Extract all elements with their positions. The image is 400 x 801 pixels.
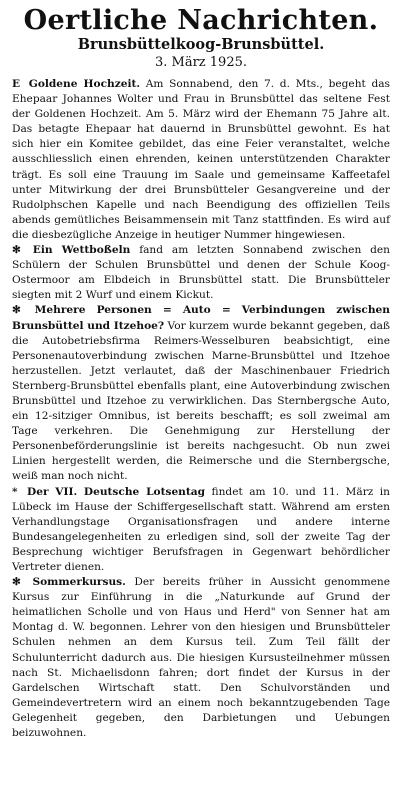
- article-lotsentag: [12, 485, 390, 576]
- article-body: fand am letzten Sonnabend zwischen den Schülern der Schulen Brunsbüttel und denen der Schule Koog-Ostermoor am Elbdeich in Brunsbüttel statt. Die Brunsbütteler siegten mit 2 Wurf und einem Kickut.: [12, 244, 391, 302]
- article-sommerkursus: [12, 575, 390, 741]
- article-wettbosseln: [12, 243, 390, 303]
- article-title: Der VII. Deutsche Lotsentag: [27, 485, 206, 498]
- article-auto-connections: [12, 303, 390, 484]
- article-body: Der bereits früher in Aussicht genommene Kursus zur Einführung in die „Naturkunde auf Grund der heimatlichen Scholle und von Haus und Herd" von Senner hat am Montag d. W. begonnen. Lehrer von den hiesigen und Brunsbütteler Schulen nehmen an dem Kursus teil. Zum Teil fällt der Schulunterricht dadurch aus. Die hiesigen Kursusteilnehmer müssen nach St. Michaelisdonn fahren; dort findet der Kursus in der Gardelschen Wirtschaft statt. Den Schulvorständen und Gemeindevertretern wird an einem noch bekanntzugebenden Tage Gelegenheit gegeben, den Darbietungen und Uebungen beizuwohnen.: [12, 576, 390, 740]
- article-golden-wedding: [12, 77, 390, 243]
- issue-date: 3. März 1925.: [154, 55, 247, 70]
- article-body: findet am 10. und 11. März in Lübeck im Hause der Schiffergesellschaft statt. Während am ersten Verhandlungstage Organisationsfragen und andere interne Bundesangelegenheiten zu erledigen sind, soll der zweite Tag der Besprechung wichtiger Berufsfragen in Gegenwart behördlicher Vertreter dienen.: [12, 485, 391, 573]
- article-marker: ✻: [12, 244, 21, 257]
- article-marker: *: [12, 485, 18, 498]
- section-heading: Oertliche Nachrichten.: [23, 5, 379, 36]
- article-marker: E: [12, 78, 21, 90]
- article-title: Goldene Hochzeit.: [28, 78, 141, 90]
- article-title: Ein Wettboßeln: [32, 244, 131, 257]
- article-body: Vor kurzem wurde bekannt gegeben, daß die Autobetriebsfirma Reimers-Wesselburen beabsichtigt, eine Personenautoverbindung zwischen Marne-Brunsbüttel und Itzehoe herzustellen. Jetzt verlautet, daß der Maschinenbauer Friedrich Sternberg-Brunsbüttel ebenfalls plant, eine Autoverbindung zwischen Brunsbüttel und Itzehoe zu verwirklichen. Das Sternbergsche Auto, ein 12-sitziger Omnibus, ist bereits beschafft; es soll zweimal am Tage verkehren. Die Genehmigung zur Herstellung der Personenbeförderungslinie ist bereits nachgesucht. Ob nun zwei Linien hergestellt werden, die Reimersche und die Sternbergsche, weiß man noch nicht.: [12, 319, 390, 483]
- article-body: Am Sonnabend, den 7. d. Mts., begeht das Ehepaar Johannes Wolter und Frau in Brunsbüttel das seltene Fest der Goldenen Hochzeit. Am 5. März wird der Ehemann 75 Jahre alt. Das betagte Ehepaar hat dauernd in Brunsbüttel gewohnt. Es hat sich hier ein Komitee gebildet, das eine Feier veranstaltet, welche ausschliesslich einen ehrenden, keinen unterstützenden Charakter trägt. Es soll eine Trauung im Saale und gemeinsame Kaffeetafel unter Mitwirkung der drei Brunsbütteler Gesangvereine und der Rudolphschen Kapelle und nach Beendigung des offiziellen Teils abends gemütliches Beisammensein mit Tanz stattfinden. Es wird auf die diesbezügliche Anzeige in heutiger Nummer hingewiesen.: [12, 78, 390, 241]
- article-marker: ✻: [12, 576, 21, 589]
- article-title: Sommerkursus.: [32, 576, 126, 589]
- location-subheading: Brunsbüttelkoog-Brunsbüttel.: [77, 36, 325, 53]
- article-title: Mehrere Personen = Auto = Verbindungen zwischen Brunsbüttel und Itzehoe?: [12, 304, 390, 332]
- article-marker: ✻: [12, 304, 21, 317]
